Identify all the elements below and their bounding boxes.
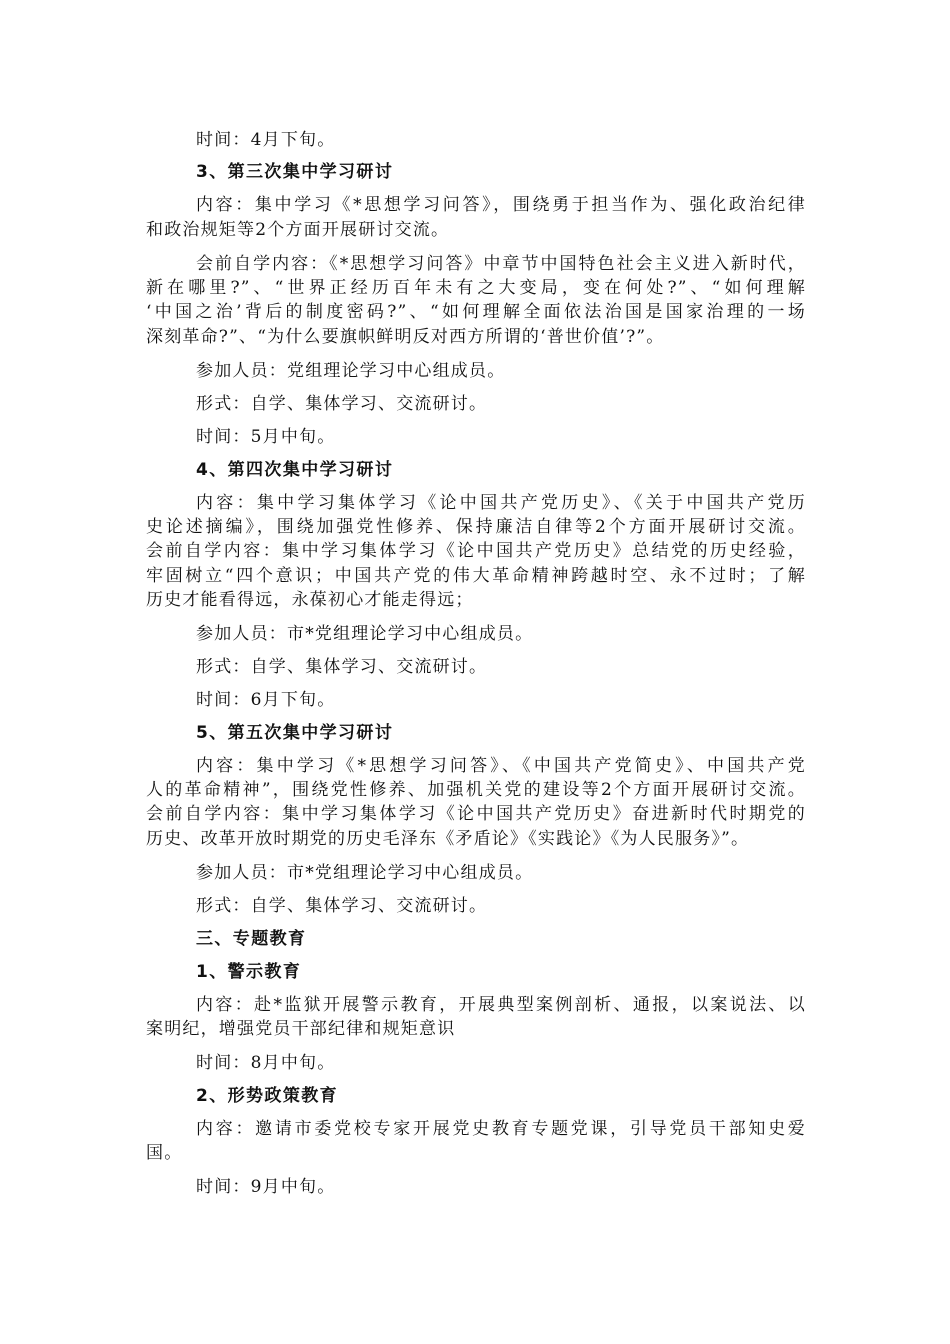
content-line: 人的革命精神”，围绕党性修养、加强机关党的建设等2个方面开展研讨交流。 xyxy=(146,780,806,800)
self-study-line: 会前自学内容：《*思想学习问答》中章节中国特色社会主义进入新时代， xyxy=(196,254,806,274)
content-line: 历史、改革开放时期党的历史毛泽东《矛盾论》《实践论》《为人民服务》”。 xyxy=(146,829,750,849)
time-line: 时间：5月中旬。 xyxy=(196,427,336,447)
heading-warning-education: 1、警示教育 xyxy=(196,962,302,982)
self-study-line: 新在哪里?”、“世界正经历百年未有之大变局，变在何处?”、“如何理解 xyxy=(146,278,806,298)
time-line: 时间：8月中旬。 xyxy=(196,1053,336,1073)
content-line: 牢固树立“四个意识；中国共产党的伟大革命精神跨越时空、永不过时；了解 xyxy=(146,566,806,586)
participants-line: 参加人员：党组理论学习中心组成员。 xyxy=(196,361,506,381)
content-line: 内容：赴*监狱开展警示教育，开展典型案例剖析、通报，以案说法、以 xyxy=(196,995,806,1015)
content-line: 案明纪，增强党员干部纪律和规矩意识 xyxy=(146,1019,456,1039)
content-line: 内容：邀请市委党校专家开展党史教育专题党课，引导党员干部知史爱 xyxy=(196,1119,806,1139)
content-line: 内容：集中学习集体学习《论中国共产党历史》、《关于中国共产党历 xyxy=(196,493,806,513)
content-line: 内容：集中学习《*思想学习问答》，围绕勇于担当作为、强化政治纪律 xyxy=(196,195,806,215)
heading-study-4: 4、第四次集中学习研讨 xyxy=(196,460,394,480)
time-line: 时间：6月下旬。 xyxy=(196,690,336,710)
content-line: 会前自学内容：集中学习集体学习《论中国共产党历史》总结党的历史经验， xyxy=(146,541,806,561)
participants-line: 参加人员：市*党组理论学习中心组成员。 xyxy=(196,863,534,883)
content-line: 会前自学内容：集中学习集体学习《论中国共产党历史》奋进新时代时期党的 xyxy=(146,804,806,824)
heading-study-3: 3、第三次集中学习研讨 xyxy=(196,162,394,182)
heading-special-education: 三、专题教育 xyxy=(196,929,307,949)
content-line: 和政治规矩等2个方面开展研讨交流。 xyxy=(146,220,450,240)
time-line: 时间：9月中旬。 xyxy=(196,1177,336,1197)
format-line: 形式：自学、集体学习、交流研讨。 xyxy=(196,657,488,677)
heading-policy-education: 2、形势政策教育 xyxy=(196,1086,339,1106)
participants-line: 参加人员：市*党组理论学习中心组成员。 xyxy=(196,624,534,644)
content-line: 内容：集中学习《*思想学习问答》、《中国共产党简史》、中国共产党 xyxy=(196,756,806,776)
content-line: 国。 xyxy=(146,1143,183,1163)
time-line: 时间：4月下旬。 xyxy=(196,130,336,150)
format-line: 形式：自学、集体学习、交流研讨。 xyxy=(196,896,488,916)
self-study-line: ‘中国之治’背后的制度密码?”、“如何理解全面依法治国是国家治理的一场 xyxy=(146,302,806,322)
self-study-line: 深刻革命?”、“为什么要旗帜鲜明反对西方所谓的‘普世价值’?”。 xyxy=(146,327,665,347)
heading-study-5: 5、第五次集中学习研讨 xyxy=(196,723,394,743)
content-line: 历史才能看得远，永葆初心才能走得远； xyxy=(146,590,474,610)
format-line: 形式：自学、集体学习、交流研讨。 xyxy=(196,394,488,414)
content-line: 史论述摘编》，围绕加强党性修养、保持廉洁自律等2个方面开展研讨交流。 xyxy=(146,517,806,537)
